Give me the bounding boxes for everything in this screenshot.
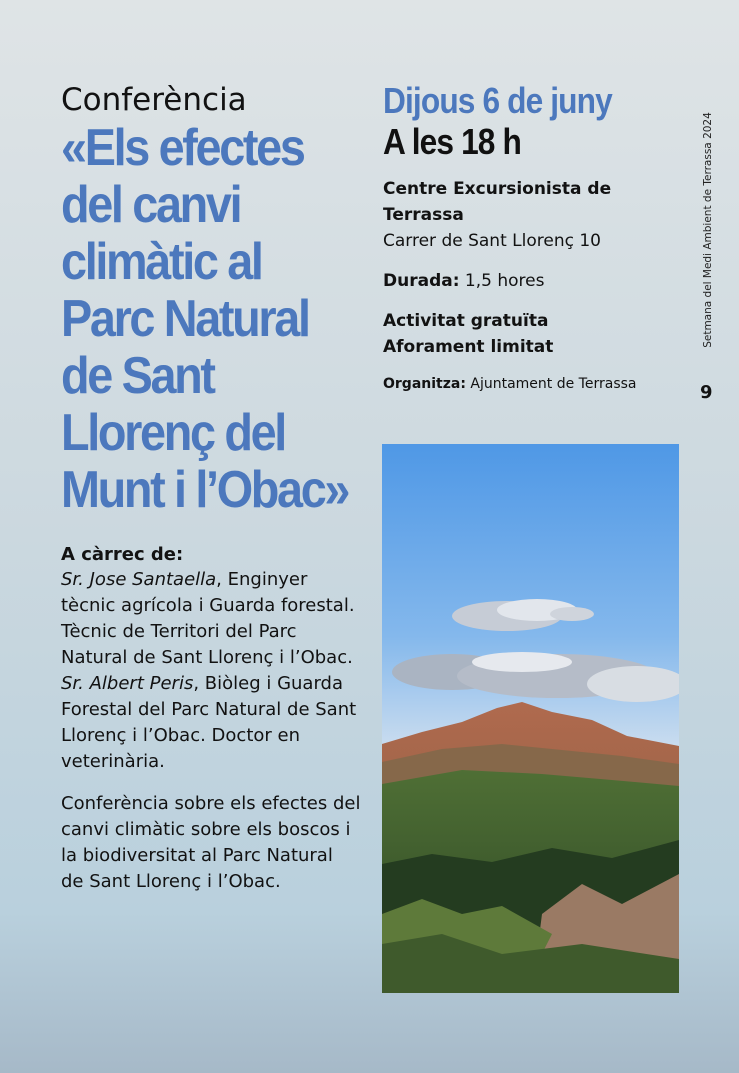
page-number: 9 xyxy=(700,382,713,403)
event-date: Dijous 6 de juny xyxy=(383,80,612,121)
title-line: de Sant xyxy=(61,347,214,405)
duration-value: 1,5 hores xyxy=(459,271,545,291)
title-line: del canvi xyxy=(61,176,241,234)
organizer xyxy=(383,374,683,394)
mountain-landscape-photo xyxy=(382,444,679,993)
event-time: A les 18 h xyxy=(383,121,521,162)
free-activity xyxy=(383,308,683,360)
event-title xyxy=(61,120,358,519)
event-venue: Centre Excursionista de Terrassa xyxy=(383,179,612,225)
free-line: Activitat gratuïta xyxy=(383,311,549,331)
title-line: Llorenç del xyxy=(61,404,285,462)
organizer-value: Ajuntament de Terrassa xyxy=(465,376,637,392)
title-line: «Els efectes xyxy=(61,119,304,177)
speaker2-name: Sr. Albert Peris xyxy=(61,673,194,694)
event-duration xyxy=(383,268,683,294)
left-column xyxy=(61,80,361,895)
title-line: Parc Natural xyxy=(61,290,309,348)
sidebar-text: Setmana del Medi Ambient de Terrassa 2024 xyxy=(702,112,714,348)
sidebar xyxy=(701,92,715,368)
title-line: Munt i l’Obac» xyxy=(61,461,349,519)
event-description: Conferència sobre els efectes del canvi climàtic sobre els boscos i la biodiversitat al Parc Natural de Sant Llorenç i l’Obac. xyxy=(61,793,361,892)
speakers-label: A càrrec de: xyxy=(61,544,184,565)
organizer-label: Organitza: xyxy=(383,376,466,392)
capacity-line: Aforament limitat xyxy=(383,337,554,357)
speakers-text xyxy=(61,567,361,775)
event-address: Carrer de Sant Llorenç 10 xyxy=(383,231,601,251)
event-type: Conferència xyxy=(61,82,247,118)
speaker2-desc: , Biòleg i Guarda Forestal del Parc Natural de Sant Llorenç i l’Obac. Doctor en veterinària. xyxy=(61,673,357,772)
speaker1-desc: , Enginyer tècnic agrícola i Guarda forestal. Tècnic de Territori del Parc Natural de Sant Llorenç i l’Obac. xyxy=(61,569,355,668)
duration-label: Durada: xyxy=(383,271,460,291)
title-line: climàtic al xyxy=(61,233,262,291)
right-column xyxy=(383,80,683,394)
speaker1-name: Sr. Jose Santaella xyxy=(61,569,217,590)
